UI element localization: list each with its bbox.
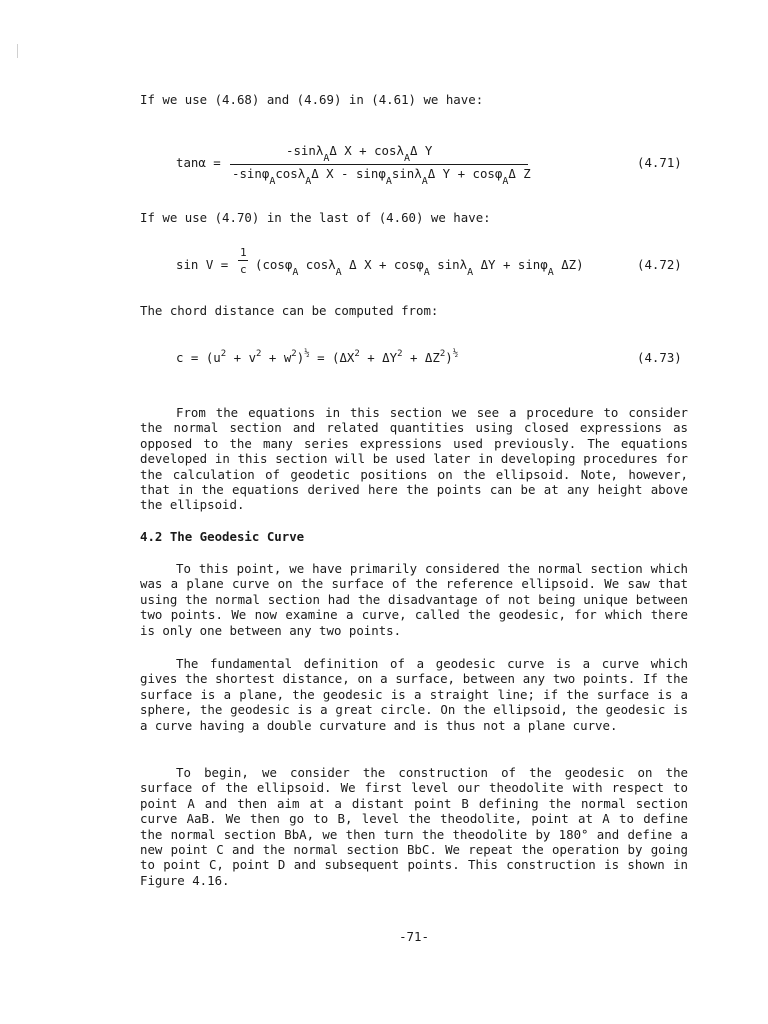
eq-4-73-body: $c = (u^2 + v^2 + w^2)^{\frac{1}{2}} = (\Delta X^2 + \Delta Y^2 + \Delta Z^2)^{\frac{1}{2}}$ (176, 349, 459, 365)
eq-4-71-lhs: tanα = (176, 155, 221, 170)
intro-text-2: If we use (4.70) in the last of (4.60) we have: (140, 210, 491, 225)
eq-4-72-number: (4.72) (637, 257, 682, 272)
eq-4-72-fraction-bar (238, 260, 248, 261)
paragraph-closed-expressions: From the equations in this section we see a procedure to consider the normal section and related quantities using closed expressions as opposed to the many series expressions used previously. The equations developed in this section will be used later in developing procedures for the calculation of geodetic positions on the ellipsoid. Note, however, that in the equations derived here the points can be at any height above the ellipsoid. (140, 405, 688, 513)
paragraph-normal-section: To this point, we have primarily considered the normal section which was a plane curve on the surface of the reference ellipsoid. We saw that using the normal section had the disadvantage of not being unique between two points. We now examine a curve, called the geodesic, for which there is only one between any two points. (140, 561, 688, 638)
scan-margin-mark (17, 44, 18, 58)
page-number: -71- (399, 929, 429, 944)
eq-4-72-lhs: sin V = (176, 257, 229, 272)
paragraph-geodesic-construction: To begin, we consider the construction of the geodesic on the surface of the ellipsoid. We first level our theodolite with respect to point A and then aim at a distant point B defining the normal section curve AaB. We then go to B, level the theodolite, point at A to define the normal section BbA, we then turn the theodolite by 180° and define a new point C and the normal section BbC. We repeat the operation by going to point C, point D and subsequent points. This construction is shown in Figure 4.16. (140, 765, 688, 888)
eq-4-71-numerator: -sinλ$_A$Δ X + cosλ$_A$Δ Y (286, 143, 433, 164)
eq-4-72-rhs: (cosφ$_A$ cosλ$_A$ Δ X + cosφ$_A$ sinλ$_A$ ΔY + sinφ$_A$ ΔZ) (255, 257, 584, 278)
eq-4-73-number: (4.73) (637, 350, 682, 365)
eq-4-71-number: (4.71) (637, 155, 682, 170)
section-heading: 4.2 The Geodesic Curve (140, 529, 305, 544)
eq-4-72-frac-num: 1 (240, 246, 247, 259)
paragraph-geodesic-definition: The fundamental definition of a geodesic curve is a curve which gives the shortest distance, on a surface, between any two points. If the surface is a plane, the geodesic is a straight line; if the surface is a sphere, the geodesic is a great circle. On the ellipsoid, the geodesic is a curve having a double curvature and is thus not a plane curve. (140, 656, 688, 733)
intro-text-1: If we use (4.68) and (4.69) in (4.61) we have: (140, 92, 484, 107)
intro-text-3: The chord distance can be computed from: (140, 303, 439, 318)
eq-4-71-denominator: -sinφ$_A$cosλ$_A$Δ X - sinφ$_A$sinλ$_A$Δ Y + cosφ$_A$Δ Z (232, 166, 531, 187)
eq-4-71-fraction-bar (230, 164, 528, 165)
eq-4-72-frac-den: c (240, 263, 247, 276)
